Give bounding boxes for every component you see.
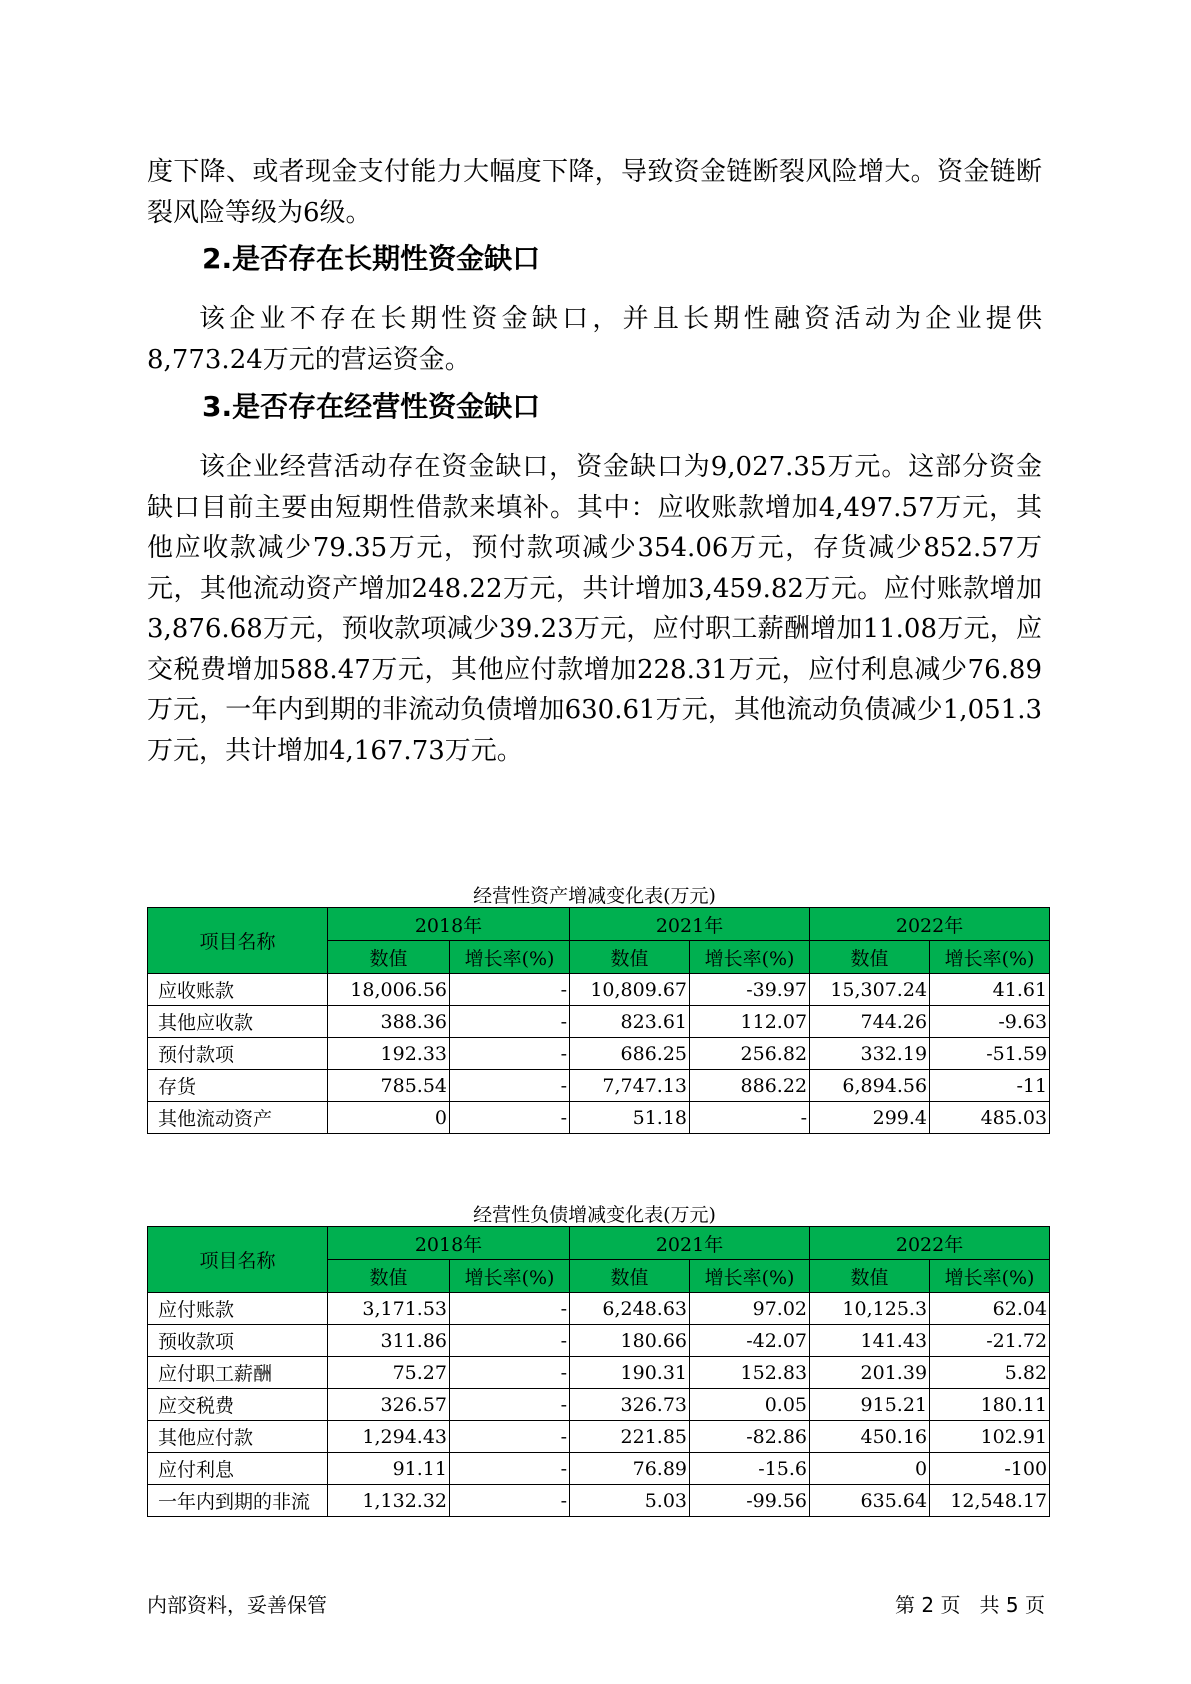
table-cell: 785.54: [328, 1070, 450, 1102]
year-header: 2022年: [810, 908, 1050, 941]
table-row: [148, 1389, 1050, 1421]
table-cell: 0: [810, 1453, 930, 1485]
table-cell: -: [450, 1389, 570, 1421]
table-cell: -42.07: [690, 1325, 810, 1357]
table-row: [148, 1102, 1050, 1134]
table-cell: -: [450, 1421, 570, 1453]
footer-confidential-note: 内部资料，妥善保管: [147, 1593, 327, 1617]
table-cell: 51.18: [570, 1102, 690, 1134]
table-cell: 112.07: [690, 1006, 810, 1038]
row-label: 其他应收款: [148, 1006, 328, 1038]
value-subheader: 数值: [570, 941, 690, 974]
table-cell: 823.61: [570, 1006, 690, 1038]
row-label: 预收款项: [148, 1325, 328, 1357]
operating-liabilities-table: [147, 1226, 1050, 1517]
table-row: [148, 1325, 1050, 1357]
table-cell: 915.21: [810, 1389, 930, 1421]
table-cell: 10,809.67: [570, 974, 690, 1006]
row-label: 一年内到期的非流: [148, 1485, 328, 1517]
growth-subheader: 增长率(%): [450, 1260, 570, 1293]
table-row: [148, 1357, 1050, 1389]
table-cell: 192.33: [328, 1038, 450, 1070]
row-label: 应收账款: [148, 974, 328, 1006]
table-cell: -: [450, 1325, 570, 1357]
table-cell: -21.72: [930, 1325, 1050, 1357]
table-cell: -99.56: [690, 1485, 810, 1517]
row-label: 预付款项: [148, 1038, 328, 1070]
table-cell: 97.02: [690, 1293, 810, 1325]
table-cell: -: [450, 1357, 570, 1389]
table-cell: 180.66: [570, 1325, 690, 1357]
growth-subheader: 增长率(%): [690, 941, 810, 974]
table-caption-liabilities: 经营性负债增减变化表(万元): [473, 1204, 716, 1226]
table-cell: 102.91: [930, 1421, 1050, 1453]
table-cell: -82.86: [690, 1421, 810, 1453]
table-cell: 62.04: [930, 1293, 1050, 1325]
table-cell: 201.39: [810, 1357, 930, 1389]
row-label: 应付职工薪酬: [148, 1357, 328, 1389]
table-cell: 485.03: [930, 1102, 1050, 1134]
value-subheader: 数值: [328, 1260, 450, 1293]
growth-subheader: 增长率(%): [450, 941, 570, 974]
table-cell: -39.97: [690, 974, 810, 1006]
table-cell: 75.27: [328, 1357, 450, 1389]
table-row: [148, 1453, 1050, 1485]
table-cell: 1,294.43: [328, 1421, 450, 1453]
row-label: 应付利息: [148, 1453, 328, 1485]
table-cell: 388.36: [328, 1006, 450, 1038]
table-cell: 3,171.53: [328, 1293, 450, 1325]
table-cell: -11: [930, 1070, 1050, 1102]
growth-subheader: 增长率(%): [930, 1260, 1050, 1293]
table-caption-assets: 经营性资产增减变化表(万元): [473, 885, 716, 907]
table-cell: 299.4: [810, 1102, 930, 1134]
table-cell: 5.82: [930, 1357, 1050, 1389]
table-row: [148, 1485, 1050, 1517]
footer-page-number: 第 2 页 共 5 页: [895, 1593, 1045, 1617]
year-header: 2021年: [570, 1227, 810, 1260]
year-header: 2018年: [328, 1227, 570, 1260]
table-cell: 332.19: [810, 1038, 930, 1070]
table-cell: 76.89: [570, 1453, 690, 1485]
table-cell: 0.05: [690, 1389, 810, 1421]
row-label: 应交税费: [148, 1389, 328, 1421]
table-row: [148, 974, 1050, 1006]
table-row: [148, 1070, 1050, 1102]
table-cell: 6,894.56: [810, 1070, 930, 1102]
table-cell: -: [690, 1102, 810, 1134]
operating-assets-table: [147, 907, 1050, 1134]
table-cell: -: [450, 1070, 570, 1102]
item-name-header: 项目名称: [148, 908, 328, 974]
table-cell: 326.73: [570, 1389, 690, 1421]
paragraph-operating-gap: 该企业经营活动存在资金缺口，资金缺口为9,027.35万元。这部分资金缺口目前主要由短期性借款来填补。其中：应收账款增加4,497.57万元，其他应收款减少79.35万元，预付款项减少354.06万元，存货减少852.57万元，其他流动资产增加248.22万元，共计增加3,459.82万元。应付账款增加3,876.68万元，预收款项减少39.23万元，应付职工薪酬增加11.08万元，应交税费增加588.47万元，其他应付款增加228.31万元，应付利息减少76.89万元，一年内到期的非流动负债增加630.61万元，其他流动负债减少1,051.3万元，共计增加4,167.73万元。: [147, 452, 1042, 766]
item-name-header: 项目名称: [148, 1227, 328, 1293]
growth-subheader: 增长率(%): [930, 941, 1050, 974]
section-heading-operating-gap: 3.是否存在经营性资金缺口: [202, 390, 541, 423]
table-cell: 10,125.3: [810, 1293, 930, 1325]
table-cell: 6,248.63: [570, 1293, 690, 1325]
table-cell: 635.64: [810, 1485, 930, 1517]
table-row: [148, 1006, 1050, 1038]
table-cell: -: [450, 1038, 570, 1070]
year-header: 2021年: [570, 908, 810, 941]
row-label: 存货: [148, 1070, 328, 1102]
table-cell: 0: [328, 1102, 450, 1134]
table-cell: 15,307.24: [810, 974, 930, 1006]
table-cell: -: [450, 1293, 570, 1325]
table-cell: -: [450, 974, 570, 1006]
table-cell: -: [450, 1102, 570, 1134]
table-cell: 190.31: [570, 1357, 690, 1389]
table-cell: 256.82: [690, 1038, 810, 1070]
table-cell: 886.22: [690, 1070, 810, 1102]
value-subheader: 数值: [570, 1260, 690, 1293]
row-label: 其他流动资产: [148, 1102, 328, 1134]
table-cell: 686.25: [570, 1038, 690, 1070]
table-cell: -51.59: [930, 1038, 1050, 1070]
year-header: 2018年: [328, 908, 570, 941]
value-subheader: 数值: [810, 941, 930, 974]
table-cell: 311.86: [328, 1325, 450, 1357]
table-row: [148, 1421, 1050, 1453]
paragraph-risk-level: 度下降、或者现金支付能力大幅度下降，导致资金链断裂风险增大。资金链断裂风险等级为6级。: [147, 157, 1042, 228]
table-cell: 744.26: [810, 1006, 930, 1038]
table-cell: -: [450, 1453, 570, 1485]
table-cell: 1,132.32: [328, 1485, 450, 1517]
year-header: 2022年: [810, 1227, 1050, 1260]
table-cell: 12,548.17: [930, 1485, 1050, 1517]
table-cell: 91.11: [328, 1453, 450, 1485]
table-cell: 7,747.13: [570, 1070, 690, 1102]
table-cell: 180.11: [930, 1389, 1050, 1421]
table-cell: 326.57: [328, 1389, 450, 1421]
section-heading-long-term-gap: 2.是否存在长期性资金缺口: [202, 242, 541, 275]
table-cell: -100: [930, 1453, 1050, 1485]
row-label: 其他应付款: [148, 1421, 328, 1453]
value-subheader: 数值: [328, 941, 450, 974]
paragraph-long-term-gap: 该企业不存在长期性资金缺口，并且长期性融资活动为企业提供8,773.24万元的营运资金。: [147, 304, 1042, 375]
table-cell: 152.83: [690, 1357, 810, 1389]
table-cell: 5.03: [570, 1485, 690, 1517]
table-cell: -15.6: [690, 1453, 810, 1485]
table-cell: -: [450, 1006, 570, 1038]
table-row: [148, 1038, 1050, 1070]
table-cell: 221.85: [570, 1421, 690, 1453]
table-cell: 450.16: [810, 1421, 930, 1453]
table-row: [148, 1293, 1050, 1325]
table-cell: -: [450, 1485, 570, 1517]
table-cell: 41.61: [930, 974, 1050, 1006]
row-label: 应付账款: [148, 1293, 328, 1325]
growth-subheader: 增长率(%): [690, 1260, 810, 1293]
table-cell: 141.43: [810, 1325, 930, 1357]
table-cell: 18,006.56: [328, 974, 450, 1006]
value-subheader: 数值: [810, 1260, 930, 1293]
table-cell: -9.63: [930, 1006, 1050, 1038]
